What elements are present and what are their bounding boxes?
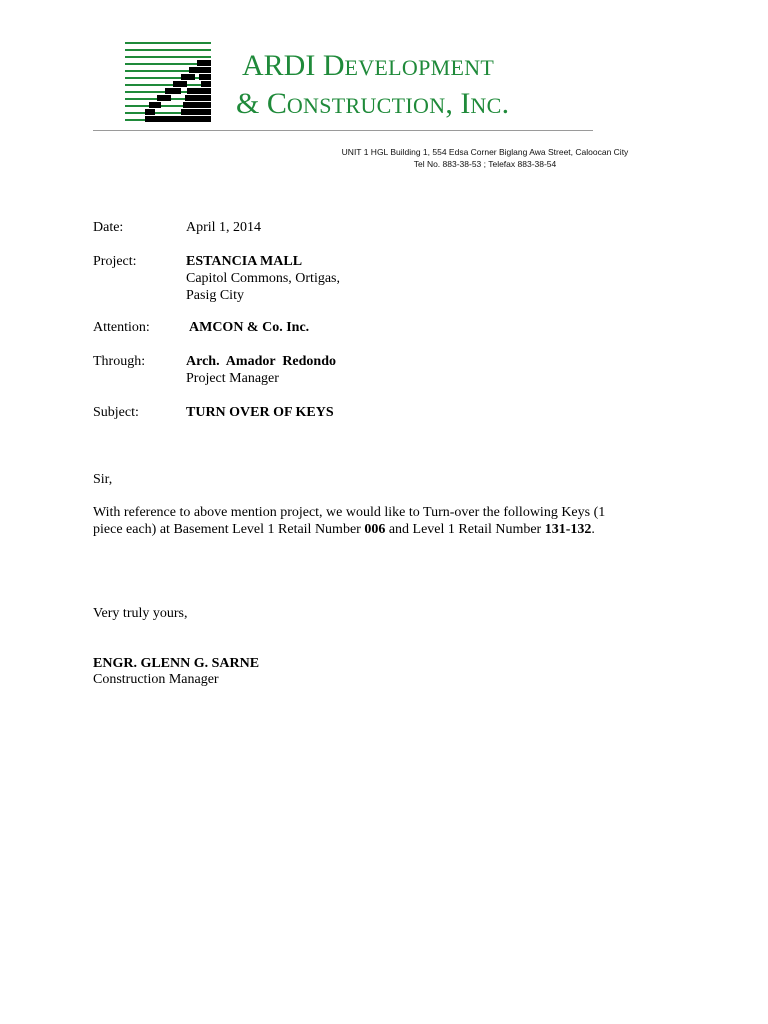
company-address — [300, 146, 670, 170]
attention-value: AMCON & Co. Inc. — [189, 320, 310, 335]
letterhead-divider — [93, 130, 593, 131]
date-label: Date: — [93, 220, 124, 235]
date-value: April 1, 2014 — [186, 220, 262, 235]
project-address-line: Capitol Commons, Ortigas, — [186, 271, 340, 286]
paragraph-line — [93, 521, 673, 538]
company-name-part: , I — [445, 87, 471, 120]
project-name: ESTANCIA MALL — [186, 254, 303, 269]
paragraph-text: and Level 1 Retail Number — [385, 522, 545, 537]
company-logo — [125, 42, 213, 126]
body-paragraph — [93, 504, 673, 538]
project-label: Project: — [93, 254, 137, 269]
company-name-part: EVELOPMENT — [344, 55, 495, 80]
project-address-line: Pasig City — [186, 288, 244, 303]
through-label: Through: — [93, 354, 146, 369]
paragraph-line: With reference to above mention project, we would like to Turn-over the following Keys (1 — [93, 505, 606, 520]
phone-line: Tel No. 883-38-53 ; Telefax 883-38-54 — [413, 159, 557, 169]
company-name-part: ONSTRUCTION — [286, 93, 446, 118]
paragraph-text: . — [591, 522, 595, 537]
company-name-part: & C — [236, 87, 287, 120]
closing: Very truly yours, — [93, 606, 188, 621]
through-title: Project Manager — [186, 371, 279, 386]
subject-value: TURN OVER OF KEYS — [186, 405, 334, 420]
project-value — [186, 253, 340, 304]
signer-title: Construction Manager — [93, 672, 219, 687]
signer-name: ENGR. GLENN G. SARNE — [93, 656, 260, 671]
company-name-part: ARDI D — [242, 49, 345, 82]
address-line: UNIT 1 HGL Building 1, 554 Edsa Corner Biglang Awa Street, Caloocan City — [341, 147, 629, 157]
company-name-part: NC — [470, 93, 502, 118]
paragraph-text: piece each) at Basement Level 1 Retail Number — [93, 522, 365, 537]
through-value — [186, 353, 336, 387]
retail-number: 131-132 — [544, 522, 592, 537]
company-name-part: . — [501, 87, 510, 120]
salutation: Sir, — [93, 472, 113, 487]
attention-label: Attention: — [93, 320, 150, 335]
retail-number: 006 — [364, 522, 386, 537]
through-name: Arch. Amador Redondo — [186, 354, 337, 369]
subject-label: Subject: — [93, 405, 139, 420]
